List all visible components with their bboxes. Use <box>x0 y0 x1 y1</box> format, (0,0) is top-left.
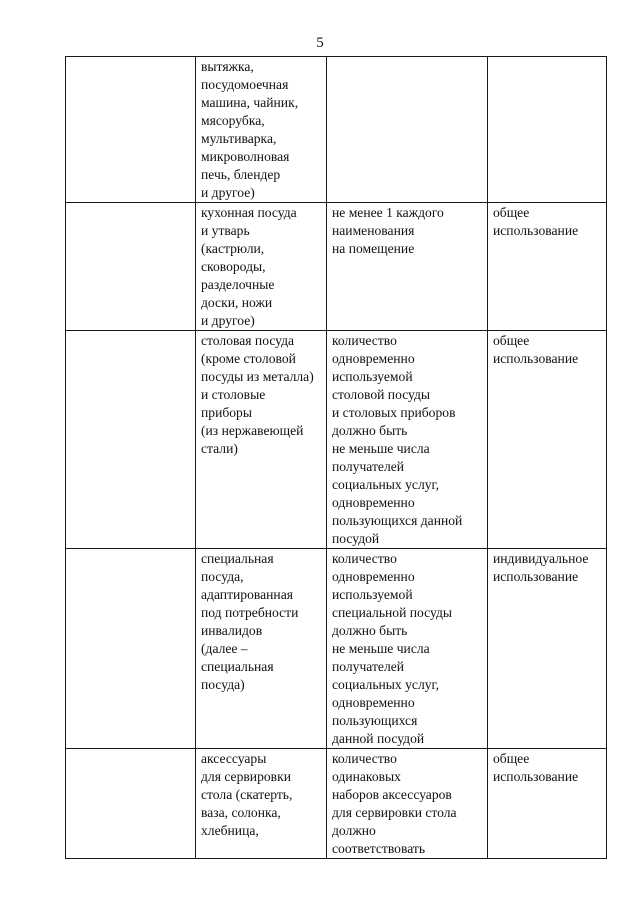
table-row <box>66 57 607 203</box>
usage-cell: общее использование <box>488 749 607 859</box>
norm-cell: не менее 1 каждого наименования на помещение <box>327 203 488 331</box>
table-row <box>66 203 607 331</box>
usage-cell <box>488 57 607 203</box>
item-cell: аксессуары для сервировки стола (скатерть, ваза, солонка, хлебница, <box>196 749 327 859</box>
table-row <box>66 749 607 859</box>
item-cell: столовая посуда (кроме столовой посуды из металла) и столовые приборы (из нержавеющей стали) <box>196 331 327 549</box>
item-cell: специальная посуда, адаптированная под потребности инвалидов (далее – специальная посуда) <box>196 549 327 749</box>
norm-cell <box>327 57 488 203</box>
norm-cell: количество одновременно используемой столовой посуды и столовых приборов должно быть не меньше числа получателей социальных услуг, одновременно пользующихся данной посудой <box>327 331 488 549</box>
empty-cell <box>66 57 196 203</box>
item-cell: кухонная посуда и утварь (кастрюли, сковороды, разделочные доски, ножи и другое) <box>196 203 327 331</box>
item-cell: вытяжка, посудомоечная машина, чайник, мясорубка, мультиварка, микроволновая печь, блендер и другое) <box>196 57 327 203</box>
page-number: 5 <box>316 35 324 51</box>
table-row <box>66 549 607 749</box>
empty-cell <box>66 749 196 859</box>
usage-cell: индивидуальное использование <box>488 549 607 749</box>
empty-cell <box>66 331 196 549</box>
empty-cell <box>66 549 196 749</box>
norm-cell: количество одинаковых наборов аксессуаров для сервировки стола должно соответствовать <box>327 749 488 859</box>
equipment-table <box>65 56 607 859</box>
norm-cell: количество одновременно используемой специальной посуды должно быть не меньше числа получателей социальных услуг, одновременно пользующихся данной посудой <box>327 549 488 749</box>
usage-cell: общее использование <box>488 203 607 331</box>
usage-cell: общее использование <box>488 331 607 549</box>
empty-cell <box>66 203 196 331</box>
table-row <box>66 331 607 549</box>
